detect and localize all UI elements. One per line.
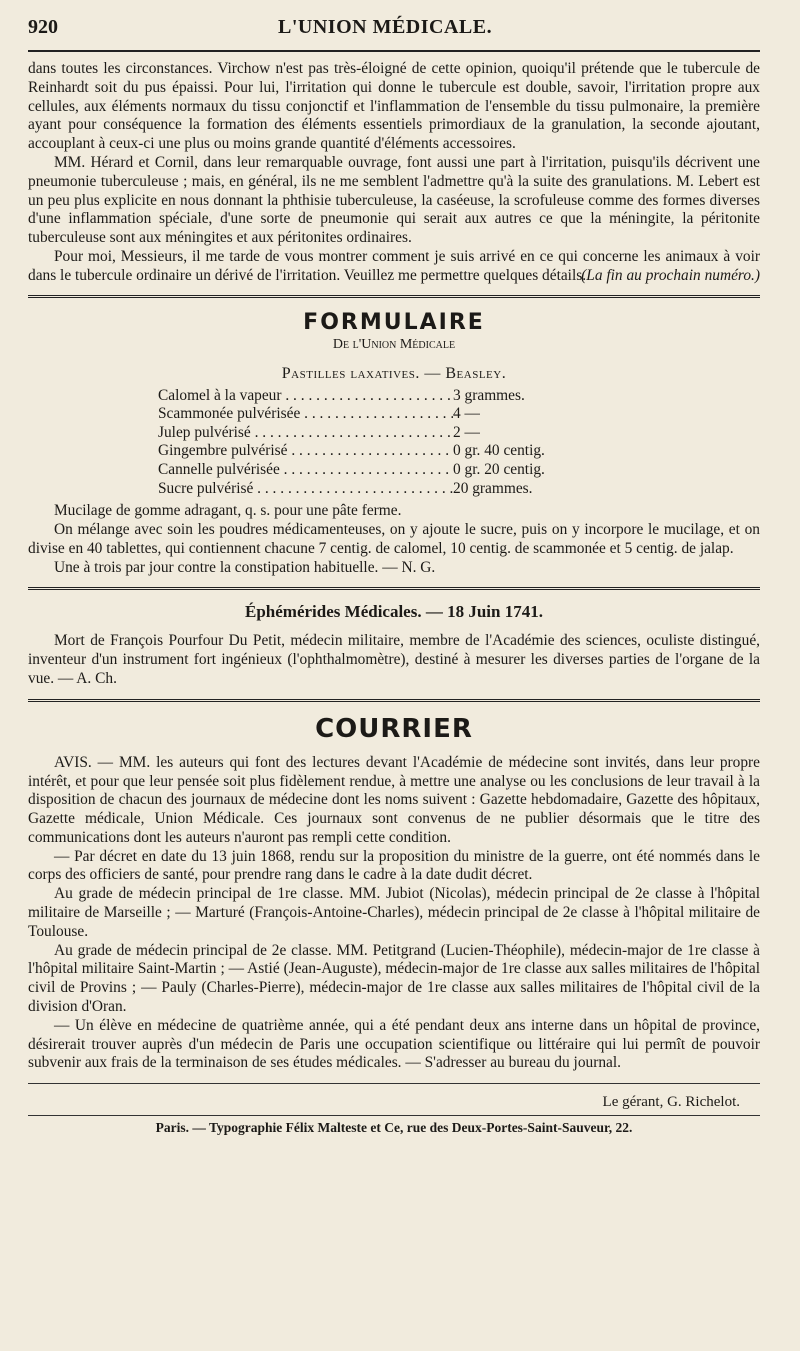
ephemerides-title: Éphémérides Médicales. — 18 Juin 1741. xyxy=(245,602,543,622)
footer-rule-2 xyxy=(28,1115,760,1116)
formulaire-subtitle: De l'Union Médicale xyxy=(332,336,456,352)
recipe-paragraph-1: Mucilage de gomme adragant, q. s. pour une pâte ferme. xyxy=(54,502,402,520)
ingredient-qty: 4 — xyxy=(453,405,480,423)
continued-note: (La fin au prochain numéro.) xyxy=(581,266,760,284)
article-paragraph-3: Pour moi, Messieurs, il me tarde de vous montrer comment je suis arrivé en ce qui concerne les animaux à voir dans le tubercule ordinaire un dérivé de l'irritation. Veuillez me permettre quelques détails. xyxy=(28,247,760,284)
ingredient-qty: 3 grammes. xyxy=(453,386,525,404)
ingredient-list xyxy=(158,387,618,499)
footer-rule xyxy=(28,1083,760,1084)
ingredient-qty: 20 grammes. xyxy=(453,479,533,497)
ephemerides-section xyxy=(28,602,760,688)
ingredient-name: Scammonée pulvérisée . . . xyxy=(158,405,453,424)
courrier-paragraph-2: — Par décret en date du 13 juin 1868, rendu sur la proposition du ministre de la guerre, ont été nommés dans le corps des officiers de santé, pour prendre rang dans le cadre à la date dudit décret. xyxy=(28,847,760,884)
ingredient-qty: 0 gr. 40 centig. xyxy=(453,442,545,460)
ingredient-row xyxy=(158,461,618,480)
article-paragraph-2: MM. Hérard et Cornil, dans leur remarquable ouvrage, font aussi une part à l'irritation, puisqu'ils décrivent une pneumonie tuberculeuse ; mais, en général, ils ne me semblent l'admettre qu'à la suite des granulations. M. Lebert est un peu plus explicite en nous donnant la phthisie tuberculeuse, la caséeuse, la scrofuleuse comme des formes diverses d'une inflammation spéciale, d'une sorte de pneumonie qui serait aux autres ce que la méningite, la péritonite tuberculeuse sont aux méningites et aux péritonites ordinaires. xyxy=(28,153,760,247)
section-divider xyxy=(28,587,760,590)
recipe-paragraph-3: Une à trois par jour contre la constipation habituelle. — N. G. xyxy=(54,558,436,576)
article-paragraph-1: dans toutes les circonstances. Virchow n'est pas très-éloigné de cette opinion, quoiqu'il prétende que le tubercule de Reinhardt soit du pus épaissi. Pour lui, l'irritation qui donne le tubercule est double, savoir, l'irritation propre aux cellules, aux éléments normaux du tissu conjonctif et l'inflammation de l'ensemble du tissu pulmonaire, la première ayant pour conséquence la formation des éléments essentiels primordiaux de la granulation, la seconde ajoutant, accouplant à ceux-ci une plus ou moins grande quantité d'éléments accessoires. xyxy=(28,60,760,153)
section-divider xyxy=(28,699,760,702)
ingredient-qty: 0 gr. 20 centig. xyxy=(453,460,545,478)
recipe-paragraph-2: On mélange avec soin les poudres médicamenteuses, on y ajoute le sucre, puis on y incorpore le mucilage, et on divise en 40 tablettes, qui contiennent chacune 7 centig. de calomel, 10 centig. de scammonée et 5 centig. de jalap. xyxy=(28,520,760,557)
ingredient-row xyxy=(158,387,618,406)
ingredient-qty: 2 — xyxy=(453,423,480,441)
ingredient-name: Julep pulvérisé . . . xyxy=(158,424,453,443)
formulaire-section xyxy=(28,310,760,578)
courrier-section xyxy=(28,714,760,1074)
courrier-paragraph-1: AVIS. — MM. les auteurs qui font des lectures devant l'Académie de médecine sont invités, dans leur propre intérêt, et pour que leur pensée soit plus fidèlement rendue, à mettre une analyse ou les conclusions de leur travail à la disposition de chacun des journaux de médecine dont les noms suivent : Gazette hebdomadaire, Gazette des hôpitaux, Gazette médicale, Union Médicale. Ces journaux sont convenus de ne publier désormais que le titre des communications dont les auteurs n'auront pas rempli cette condition. xyxy=(28,753,760,846)
section-divider xyxy=(28,295,760,298)
article-end xyxy=(28,60,760,285)
running-head xyxy=(28,16,760,46)
page-number: 920 xyxy=(28,16,58,38)
recipe-title: Pastilles laxatives. — Beasley. xyxy=(281,364,507,382)
formulaire-title: FORMULAIRE xyxy=(303,309,485,335)
ingredient-row xyxy=(158,405,618,424)
courrier-paragraph-5: — Un élève en médecine de quatrième année, qui a été pendant deux ans interne dans un hôpital de province, désirerait trouver auprès d'un médecin de Paris une occupation scientifique ou littéraire qui lui permît de pouvoir subvenir aux frais de la terminaison de ses études médicales. — S'adresser au bureau du journal. xyxy=(28,1016,760,1072)
courrier-paragraph-3: Au grade de médecin principal de 1re classe. MM. Jubiot (Nicolas), médecin principal de 2e classe à l'hôpital militaire de Marseille ; — Marturé (François-Antoine-Charles), médecin principal de 2e classe à l'hôpital militaire de Toulouse. xyxy=(28,885,760,940)
signature: Le gérant, G. Richelot. xyxy=(602,1094,740,1111)
courrier-paragraph-4: Au grade de médecin principal de 2e classe. MM. Petitgrand (Lucien-Théophile), médecin-major de 1re classe à l'hôpital militaire Saint-Martin ; — Astié (Jean-Auguste), médecin-major de 1re classe aux salles militaires de l'hôpital civil de Provins ; — Pauly (Charles-Pierre), médecin-major de 1re classe aux salles militaires de l'hôpital civil de la division d'Oran. xyxy=(28,941,760,1016)
ephemerides-text: Mort de François Pourfour Du Petit, médecin militaire, membre de l'Académie des sciences, oculiste distingué, inventeur d'un instrument fort ingénieux (l'ophthalmomètre), destiné à mesurer les diverses parties de l'organe de la vue. — A. Ch. xyxy=(28,632,760,687)
imprint: Paris. — Typographie Félix Malteste et Ce, rue des Deux-Portes-Saint-Sauveur, 22. xyxy=(155,1120,633,1136)
courrier-title: COURRIER xyxy=(315,713,473,744)
ingredient-row xyxy=(158,480,618,499)
ingredient-row xyxy=(158,424,618,443)
journal-title: L'UNION MÉDICALE. xyxy=(278,16,493,38)
ingredient-row xyxy=(158,442,618,461)
ingredient-name: Cannelle pulvérisée . . . xyxy=(158,461,453,480)
ingredient-name: Gingembre pulvérisé . . . xyxy=(158,442,453,461)
ingredient-name: Sucre pulvérisé . . . xyxy=(158,480,453,499)
ingredient-name: Calomel à la vapeur . . . xyxy=(158,387,453,406)
header-rule xyxy=(28,50,760,52)
